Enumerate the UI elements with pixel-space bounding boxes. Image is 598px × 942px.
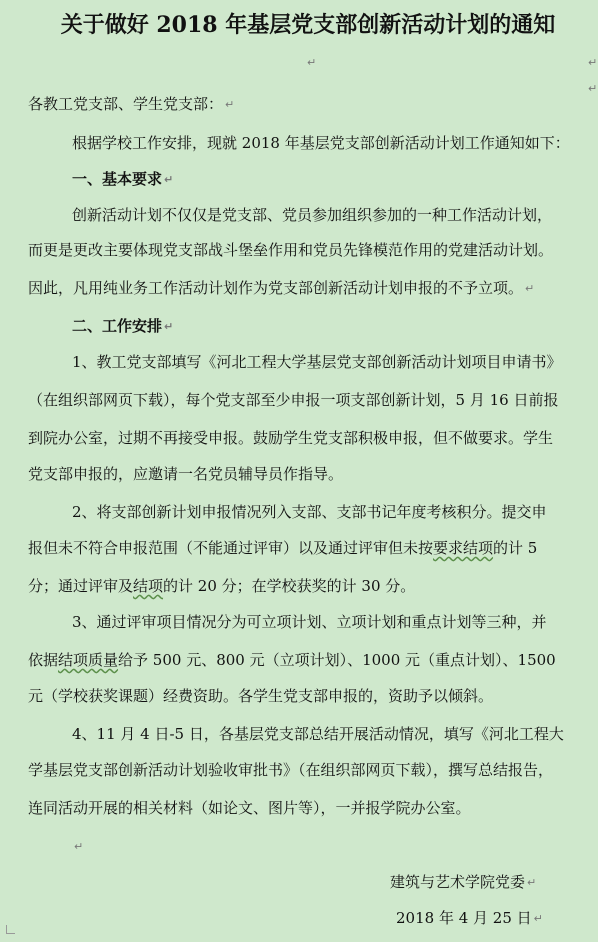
section1-heading-text: 一、基本要求	[72, 170, 163, 188]
empty-paragraph-mark	[305, 52, 316, 73]
item3-line-3: 元（学校获奖课题）经费资助。各学生党支部申报的，资助予以倾斜。	[28, 687, 494, 705]
spellcheck-underlined-text: 结项质量	[58, 651, 119, 669]
item2-line-1: 2、将支部创新计划申报情况列入支部、支部书记年度考核积分。提交申	[72, 503, 547, 521]
item2-line	[28, 538, 537, 558]
item3-line-1: 3、通过评审项目情况分为可立项计划、立项计划和重点计划等三种，并	[72, 613, 547, 631]
section2-heading	[72, 316, 173, 337]
item1-line	[28, 390, 558, 410]
salutation-text: 各教工党支部、学生党支部：	[28, 95, 224, 113]
section1-line-1: 创新活动计划不仅仅是党支部、党员参加组织参加的一种工作活动计划，	[72, 206, 553, 224]
intro-paragraph	[72, 133, 570, 153]
item4-line	[28, 798, 471, 818]
paragraph-mark-icon: ↵	[164, 320, 174, 333]
signature-text: 建筑与艺术学院党委	[390, 873, 526, 891]
item2-line-2c: 的计 5	[493, 539, 538, 557]
item4-line-2: 学基层党支部创新活动计划验收审批书》（在组织部网页下载），撰写总结报告，	[28, 761, 554, 779]
paragraph-mark-icon: ↵	[225, 98, 235, 111]
item2-line-3c: 的计 20 分；在学校获奖的计 30 分。	[163, 577, 416, 595]
item3-line	[72, 612, 547, 632]
paragraph-mark-icon: ↵	[533, 912, 543, 925]
paragraph-mark-icon: ↵	[588, 82, 598, 95]
item4-line	[28, 760, 553, 780]
empty-paragraph-mark	[72, 836, 83, 857]
item3-line	[28, 650, 556, 670]
item1-line	[28, 464, 343, 484]
section1-line-2: 而更是更改主要体现党支部战斗堡垒作用和党员先锋模范作用的党建活动计划。	[28, 241, 554, 259]
date	[396, 908, 543, 929]
signature	[390, 872, 536, 893]
item3-line-2c: 给予 500 元、800 元（立项计划）、1000 元（重点计划）、1500	[118, 651, 556, 669]
item3-line-2a: 依据	[28, 651, 59, 669]
section1-line	[28, 240, 553, 260]
intro-text: 根据学校工作安排，现就 2018 年基层党支部创新活动计划工作通知如下：	[72, 134, 570, 152]
document-title	[28, 10, 588, 40]
spellcheck-underlined-text: 结项	[133, 577, 164, 595]
page-corner-marker	[6, 925, 15, 934]
spellcheck-underlined-text: 要求结项	[433, 539, 494, 557]
item1-line	[72, 352, 562, 372]
title-text: 关于做好 2018 年基层党支部创新活动计划的通知	[60, 12, 556, 38]
date-text: 2018 年 4 月 25 日	[396, 909, 532, 927]
salutation	[28, 94, 234, 115]
item2-line-2a: 报但未不符合申报范围（不能通过评审）以及通过评审但未按	[28, 539, 434, 557]
item4-line-3: 连同活动开展的相关材料（如论文、图片等），一并报学院办公室。	[28, 799, 471, 817]
section1-heading	[72, 169, 173, 190]
item1-line-1: 1、教工党支部填写《河北工程大学基层党支部创新活动计划项目申请书》	[72, 353, 562, 371]
paragraph-mark-icon: ↵	[164, 173, 174, 186]
item4-line-1: 4、11 月 4 日-5 日，各基层党支部总结开展活动情况，填写《河北工程大	[72, 725, 564, 743]
section1-line	[28, 278, 534, 299]
item2-line	[28, 576, 415, 596]
paragraph-mark-icon: ↵	[307, 56, 317, 69]
paragraph-mark-icon: ↵	[527, 876, 537, 889]
paragraph-mark-icon: ↵	[525, 282, 535, 295]
item2-line-3a: 分；通过评审及	[28, 577, 134, 595]
paragraph-mark-icon: ↵	[74, 840, 84, 853]
section2-heading-text: 二、工作安排	[72, 317, 163, 335]
item1-line-3: 到院办公室，过期不再接受申报。鼓励学生党支部积极申报，但不做要求。学生	[28, 429, 554, 447]
item1-line-2: （在组织部网页下载），每个党支部至少申报一项支部创新计划，5 月 16 日前报	[28, 391, 559, 409]
item1-line-4: 党支部申报的，应邀请一名党员辅导员作指导。	[28, 465, 344, 483]
item2-line	[72, 502, 547, 522]
margin-paragraph-mark	[588, 82, 596, 95]
section1-line	[72, 205, 552, 225]
item3-line	[28, 686, 493, 706]
margin-paragraph-mark	[588, 56, 596, 69]
item4-line	[72, 724, 564, 744]
section1-line-3: 因此，凡用纯业务工作活动计划作为党支部创新活动计划申报的不予立项。	[28, 279, 524, 297]
paragraph-mark-icon: ↵	[588, 56, 598, 69]
item1-line	[28, 428, 553, 448]
